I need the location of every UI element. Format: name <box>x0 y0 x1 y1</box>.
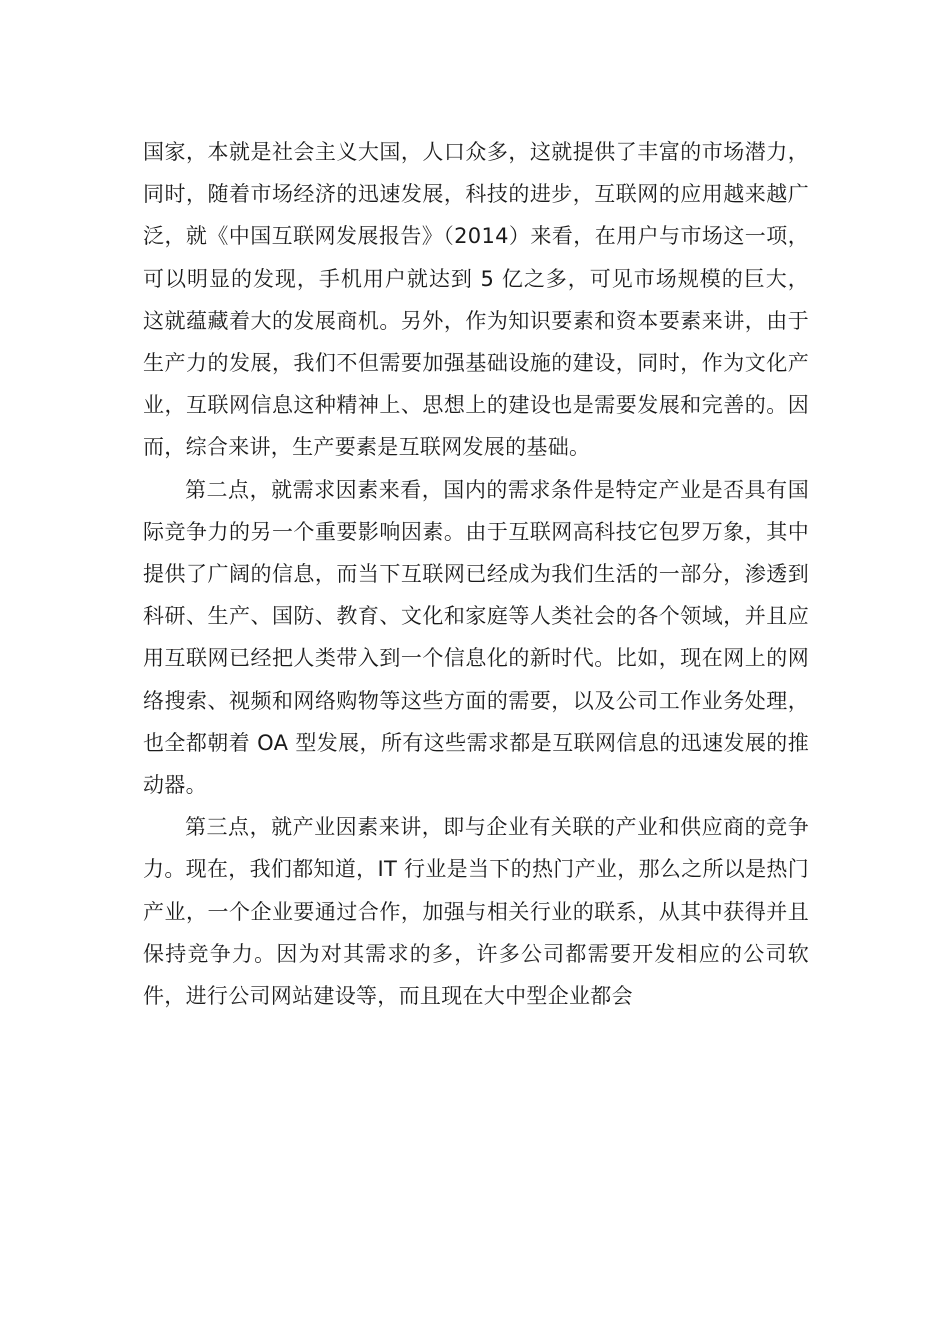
paragraph-3: 第三点，就产业因素来讲，即与企业有关联的产业和供应商的竞争力。现在，我们都知道，IT 行业是当下的热门产业，那么之所以是热门产业，一个企业要通过合作，加强与相关行业的联系，从其中获得并且保持竞争力。因为对其需求的多，许多公司都需要开发相应的公司软件，进行公司网站建设等，而且现在大中型企业都会 <box>143 815 809 1009</box>
paragraph-2: 第二点，就需求因素来看，国内的需求条件是特定产业是否具有国际竞争力的另一个重要影响因素。由于互联网高科技它包罗万象，其中提供了广阔的信息，而当下互联网已经成为我们生活的一部分，渗透到科研、生产、国防、教育、文化和家庭等人类社会的各个领域，并且应用互联网已经把人类带入到一个信息化的新时代。比如，现在网上的网络搜索、视频和网络购物等这些方面的需要，以及公司工作业务处理，也全都朝着 OA 型发展，所有这些需求都是互联网信息的迅速发展的推动器。 <box>143 477 809 798</box>
paragraph-1: 国家，本就是社会主义大国，人口众多，这就提供了丰富的市场潜力，同时，随着市场经济的迅速发展，科技的进步，互联网的应用越来越广泛，就《中国互联网发展报告》（2014）来看，在用户与市场这一项，可以明显的发现，手机用户就达到 5 亿之多，可见市场规模的巨大，这就蕴藏着大的发展商机。另外，作为知识要素和资本要素来讲，由于生产力的发展，我们不但需要加强基础设施的建设，同时，作为文化产业，互联网信息这种精神上、思想上的建设也是需要发展和完善的。因而，综合来讲，生产要素是互联网发展的基础。 <box>143 140 809 460</box>
document-body <box>143 131 809 1017</box>
